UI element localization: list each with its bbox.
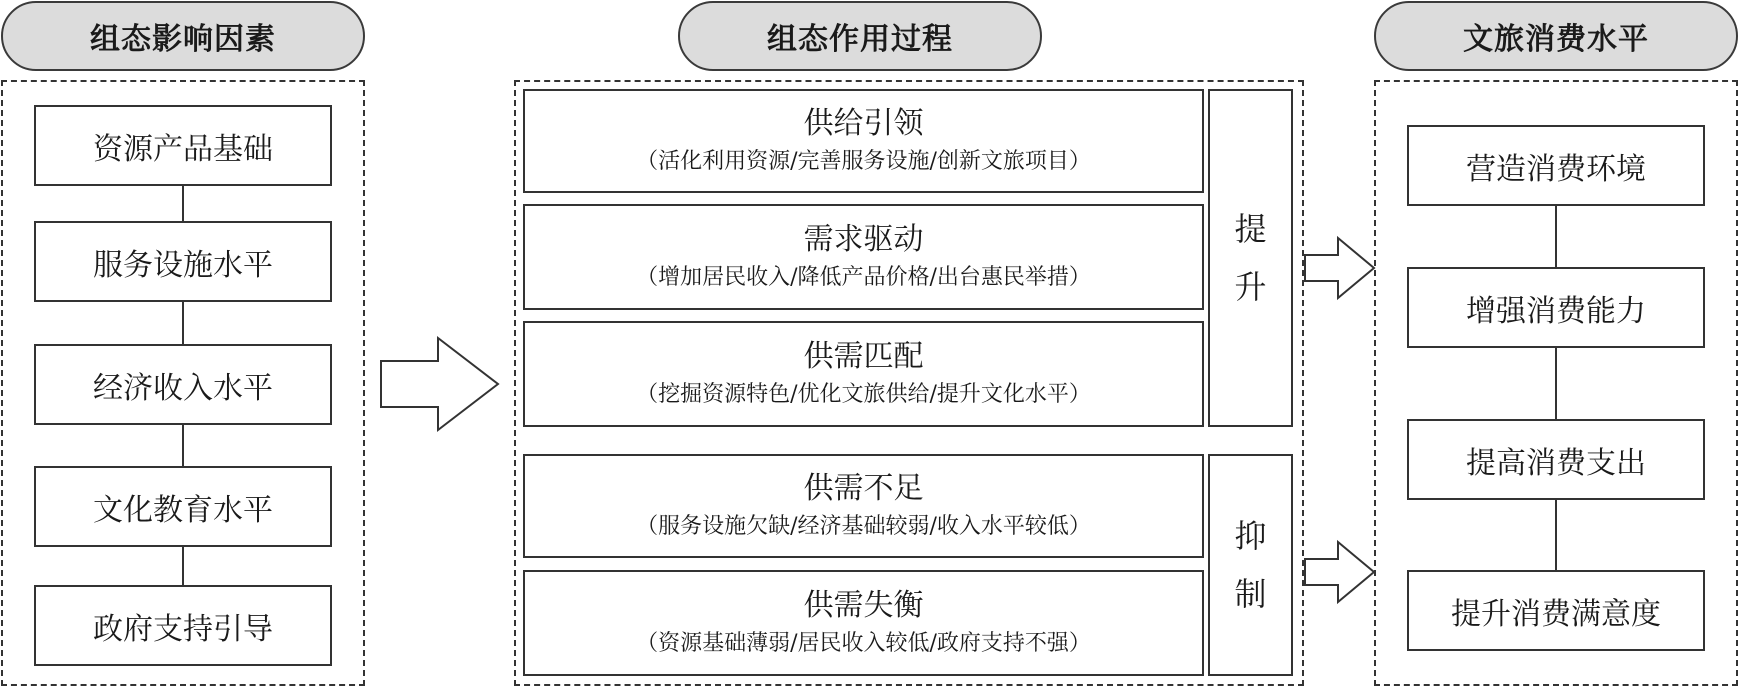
promote-item-1 [523, 89, 1204, 193]
arrow-right-icon-main [380, 337, 500, 431]
promote-item-title-2: 需求驱动 [803, 222, 924, 257]
outcome-label-1: 营造消费环境 [1466, 151, 1646, 187]
outcome-box-4 [1407, 570, 1705, 651]
inhibit-item-title-1: 供需不足 [803, 471, 924, 506]
factor-box-3 [34, 344, 332, 425]
inhibit-item-desc-2: （资源基础薄弱/居民收入较低/政府支持不强） [636, 631, 1091, 656]
factor-label-2: 服务设施水平 [93, 247, 273, 283]
promote-item-2 [523, 204, 1204, 310]
promote-label-char-2: 升 [1234, 268, 1267, 306]
factor-box-4 [34, 466, 332, 547]
header-factors [1, 1, 365, 71]
header-consumption-label: 文旅消费水平 [1463, 22, 1649, 57]
promote-item-desc-3: （挖掘资源特色/优化文旅供给/提升文化水平） [636, 382, 1091, 407]
outcomes-connector [1555, 206, 1557, 572]
outcome-box-2 [1407, 267, 1705, 348]
header-factors-label: 组态影响因素 [90, 22, 276, 57]
promote-item-3 [523, 321, 1204, 427]
inhibit-label-box [1208, 454, 1293, 676]
outcome-box-1 [1407, 125, 1705, 206]
factor-label-3: 经济收入水平 [93, 370, 273, 406]
inhibit-label-char-1: 抑 [1234, 517, 1267, 555]
inhibit-item-desc-1: （服务设施欠缺/经济基础较弱/收入水平较低） [636, 514, 1091, 539]
factor-label-1: 资源产品基础 [93, 131, 273, 167]
promote-item-title-3: 供需匹配 [803, 339, 924, 374]
outcome-label-3: 提高消费支出 [1466, 445, 1646, 481]
inhibit-item-1 [523, 454, 1204, 558]
promote-item-title-1: 供给引领 [803, 106, 924, 141]
factor-label-4: 文化教育水平 [93, 492, 273, 528]
header-process-label: 组态作用过程 [767, 22, 953, 57]
factor-box-5 [34, 585, 332, 666]
promote-label-box [1208, 89, 1293, 427]
factor-label-5: 政府支持引导 [93, 611, 273, 647]
header-process [678, 1, 1042, 71]
factor-box-2 [34, 221, 332, 302]
promote-label-char-1: 提 [1234, 210, 1267, 248]
header-consumption [1374, 1, 1738, 71]
promote-item-desc-1: （活化利用资源/完善服务设施/创新文旅项目） [636, 149, 1091, 174]
arrow-right-icon-promote [1304, 237, 1376, 299]
inhibit-item-title-2: 供需失衡 [803, 588, 924, 623]
inhibit-label-char-2: 制 [1234, 575, 1267, 613]
inhibit-item-2 [523, 570, 1204, 676]
outcome-label-4: 提升消费满意度 [1451, 596, 1661, 632]
factor-box-1 [34, 105, 332, 186]
outcome-label-2: 增强消费能力 [1466, 293, 1646, 329]
promote-item-desc-2: （增加居民收入/降低产品价格/出台惠民举措） [636, 265, 1091, 290]
arrow-right-icon-inhibit [1304, 541, 1376, 603]
outcome-box-3 [1407, 419, 1705, 500]
